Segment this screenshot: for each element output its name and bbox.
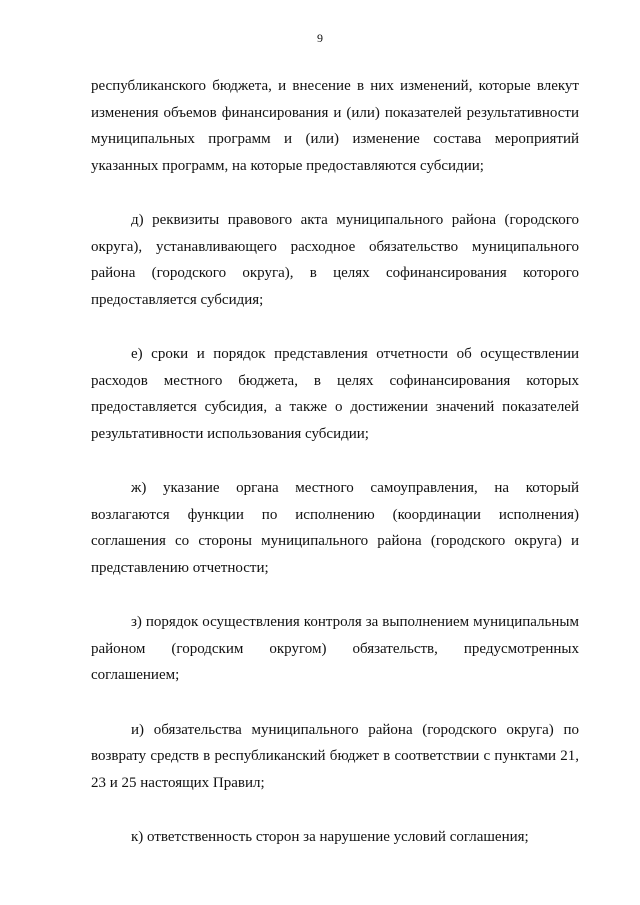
paragraph-item-z: з) порядок осуществления контроля за выполнением муниципальным районом (городским округом) обязательств, предусмотренных соглашением; [91,614,579,683]
paragraph-item-zh: ж) указание органа местного самоуправления, на который возлагаются функции по исполнению (координации исполнения) соглашения со стороны муниципального района (городского округа) и представлению отчетности; [91,480,579,576]
paragraph-item-i: и) обязательства муниципального района (городского округа) по возврату средств в республиканский бюджет в соответствии с пунктами 21, 23 и 25 настоящих Правил; [91,721,579,791]
paragraph-continuation: республиканского бюджета, и внесение в них изменений, которые влекут изменения объемов финансирования и (или) показателей результативности муниципальных программ и (или) изменение состава мероприятий указанных программ, на которые предоставляются субсидии; [91,78,579,174]
paragraph-item-d: д) реквизиты правового акта муниципального района (городского округа), устанавливающего расходное обязательство муниципального района (городского округа), в целях софинансирования которого предоставляется субсидия; [91,212,579,308]
paragraph-item-k: к) ответственность сторон за нарушение условий соглашения; [131,829,529,845]
page-number: 9 [317,31,323,45]
paragraph-item-e: е) сроки и порядок представления отчетности об осуществлении расходов местного бюджета, в целях софинансирования которых предоставляется субсидия, а также о достижении значений показателей результативности использования субсидии; [91,346,579,442]
document-body [91,73,579,851]
